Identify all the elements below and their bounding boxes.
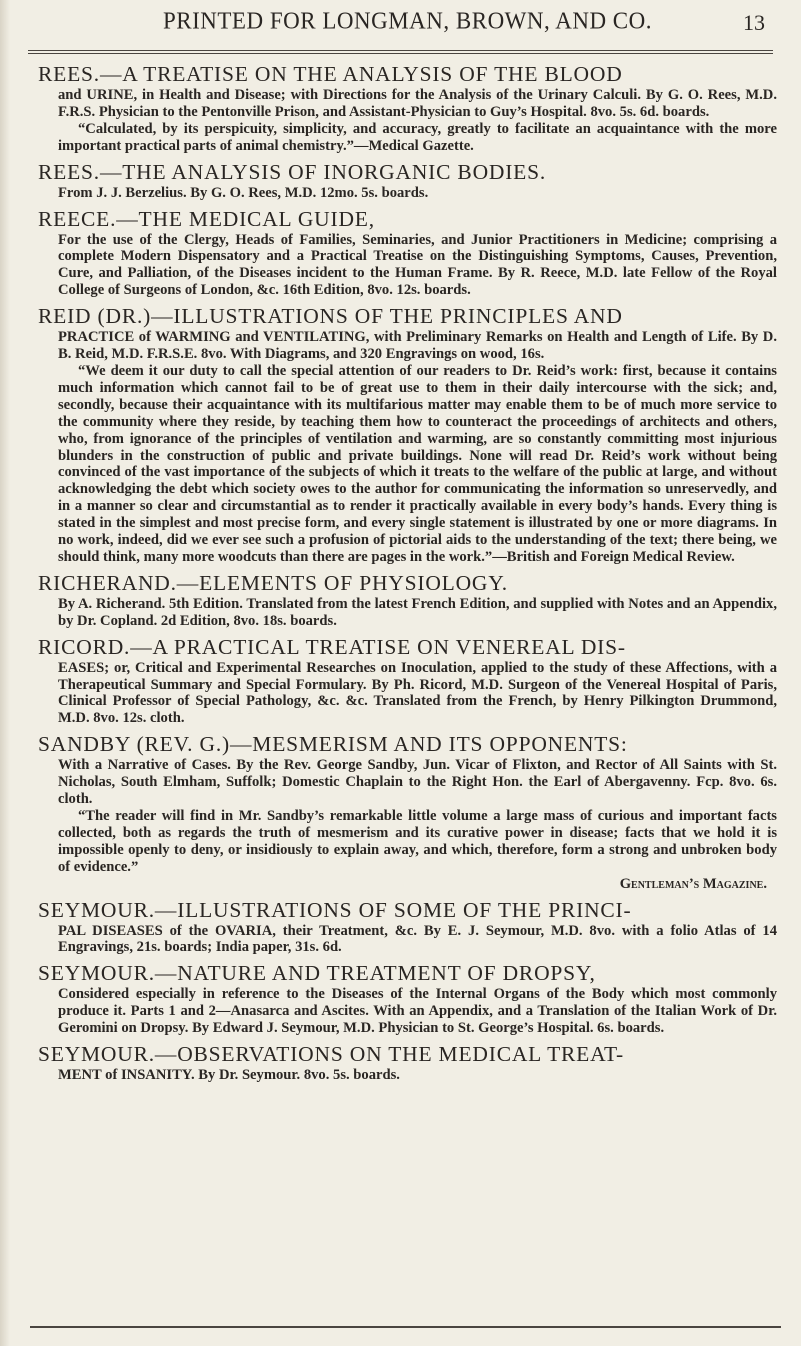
entry-heading: RICHERAND.—ELEMENTS OF PHYSIOLOGY.	[38, 570, 508, 595]
catalogue-entry	[38, 160, 777, 202]
page-gutter-shadow	[0, 0, 10, 1346]
entry-heading: SEYMOUR.—ILLUSTRATIONS OF SOME OF THE PRINCI-	[38, 897, 632, 922]
entry-description: By A. Richerand. 5th Edition. Translated from the latest French Edition, and supplied with Notes and an Appendix, by Dr. Copland. 2d Edition, 8vo. 18s. boards.	[58, 595, 777, 629]
entry-description: PAL DISEASES of the OVARIA, their Treatment, &c. By E. J. Seymour, M.D. 8vo. with a folio Atlas of 14 Engravings, 21s. boards; India paper, 31s. 6d.	[58, 922, 777, 956]
entry-review-quote: “Calculated, by its perspicuity, simplicity, and accuracy, greatly to facilitate an acquaintance with the more important practical parts of animal chemistry.”—Medical Gazette.	[58, 120, 777, 154]
catalogue-entry	[38, 207, 777, 300]
entry-description: From J. J. Berzelius. By G. O. Rees, M.D. 12mo. 5s. boards.	[58, 184, 429, 201]
entry-description: and URINE, in Health and Disease; with Directions for the Analysis of the Urinary Calculi. By G. O. Rees, M.D. F.R.S. Physician to the Pentonville Prison, and Assistant-Physician to Guy’s Hospital. 8vo. 5s. 6d. boards.	[58, 87, 777, 120]
footer-rule	[30, 1326, 781, 1328]
running-head-title: PRINTED FOR LONGMAN, BROWN, AND CO.	[162, 7, 653, 34]
entry-description: Considered especially in reference to the Diseases of the Internal Organs of the Body which most commonly produce it. Parts 1 and 2—Anasarca and Ascites. With an Appendix, and a Translation of the Italian Work of Dr. Geromini on Dropsy. By Edward J. Seymour, M.D. Physician to St. George’s Hospital. 6s. boards.	[58, 986, 777, 1037]
running-head	[12, 8, 783, 44]
entry-description: EASES; or, Critical and Experimental Researches on Inoculation, applied to the study of these Affections, with a Therapeutical Summary and Special Formulary. By Ph. Ricord, M.D. Surgeon of the Venereal Hospital of Paris, Clinical Professor of Special Pathology, &c. &c. Translated from the French, by Henry Pilkington Drummond, M.D. 8vo. 12s. cloth.	[58, 659, 777, 727]
entry-description: With a Narrative of Cases. By the Rev. George Sandby, Jun. Vicar of Flixton, and Rector of All Saints with St. Nicholas, South Elmham, Suffolk; Domestic Chaplain to the Right Hon. the Earl of Abergavenny. Fcp. 8vo. 6s. cloth.	[58, 757, 777, 808]
catalogue-entry	[38, 635, 777, 728]
entry-heading: REID (DR.)—ILLUSTRATIONS OF THE PRINCIPLES AND	[38, 304, 623, 329]
entry-quote-attribution: Gentleman’s Magazine.	[619, 875, 767, 892]
page-number: 13	[743, 10, 765, 35]
entry-description: PRACTICE of WARMING and VENTILATING, with Preliminary Remarks on Health and Length of Life. By D. B. Reid, M.D. F.R.S.E. 8vo. With Diagrams, and 320 Engravings on wood, 16s.	[58, 329, 777, 363]
catalogue-entries	[12, 62, 783, 1084]
entry-description: MENT of INSANITY. By Dr. Seymour. 8vo. 5s. boards.	[58, 1067, 400, 1084]
entry-review-quote: “The reader will find in Mr. Sandby’s remarkable little volume a large mass of curious and important facts collected, both as regards the truth of mesmerism and its curative power in disease; facts that we hold it is impossible openly to deny, or insidiously to explain away, and which, therefore, form a strong and unbroken body of evidence.”	[58, 808, 777, 875]
entry-heading: REECE.—THE MEDICAL GUIDE,	[38, 206, 375, 231]
header-rule	[28, 50, 773, 54]
entry-heading: SANDBY (REV. G.)—MESMERISM AND ITS OPPONENTS:	[38, 732, 628, 757]
catalogue-entry	[38, 732, 777, 892]
catalogue-entry	[38, 304, 777, 566]
catalogue-entry	[38, 62, 777, 155]
entry-heading: REES.—A TREATISE ON THE ANALYSIS OF THE BLOOD	[38, 62, 623, 86]
entry-heading: SEYMOUR.—NATURE AND TREATMENT OF DROPSY,	[38, 961, 596, 986]
catalogue-entry	[38, 571, 777, 630]
catalogue-entry	[38, 1042, 777, 1084]
entry-review-quote: “We deem it our duty to call the special attention of our readers to Dr. Reid’s work: first, because it contains much information which cannot fail to be of great use to them in their daily intercourse with the sick; and, secondly, because their acquaintance with its multifarious matter may enable them to be of much more service to the community where they reside, by teaching them how to counteract the proceedings of architects and others, who, from ignorance of the principles of ventilation and warming, are so constantly committing most injurious blunders in the construction of public and private buildings. None will read Dr. Reid’s work without being convinced of the vast importance of the subjects of which it treats to the welfare of the public at large, and without acknowledging the debt which society owes to the author for communicating the information so unreservedly, and in a manner so clear and circumstantial as to render it practically available in every body’s hands. Every thing is stated in the simplest and most precise form, and every single statement is illustrated by one or more diagrams. In no work, indeed, did we ever see such a profusion of pictorial aids to the understanding of the text; there being, we should think, many more woodcuts than there are pages in the work.”—British and Foreign Medical Review.	[58, 362, 777, 565]
entry-heading: REES.—THE ANALYSIS OF INORGANIC BODIES.	[38, 159, 547, 184]
catalogue-entry	[38, 898, 777, 957]
catalogue-entry	[38, 961, 777, 1037]
entry-heading: RICORD.—A PRACTICAL TREATISE ON VENEREAL DIS-	[38, 634, 626, 659]
entry-description: For the use of the Clergy, Heads of Families, Seminaries, and Junior Practitioners in Medicine; comprising a complete Modern Dispensatory and a Practical Treatise on the Distinguishing Symptoms, Causes, Prevention, Cure, and Palliation, of the Diseases incident to the Human Frame. By R. Reece, M.D. late Fellow of the Royal College of Surgeons of London, &c. 16th Edition, 8vo. 12s. boards.	[58, 231, 777, 299]
entry-heading: SEYMOUR.—OBSERVATIONS ON THE MEDICAL TREAT-	[38, 1042, 624, 1067]
